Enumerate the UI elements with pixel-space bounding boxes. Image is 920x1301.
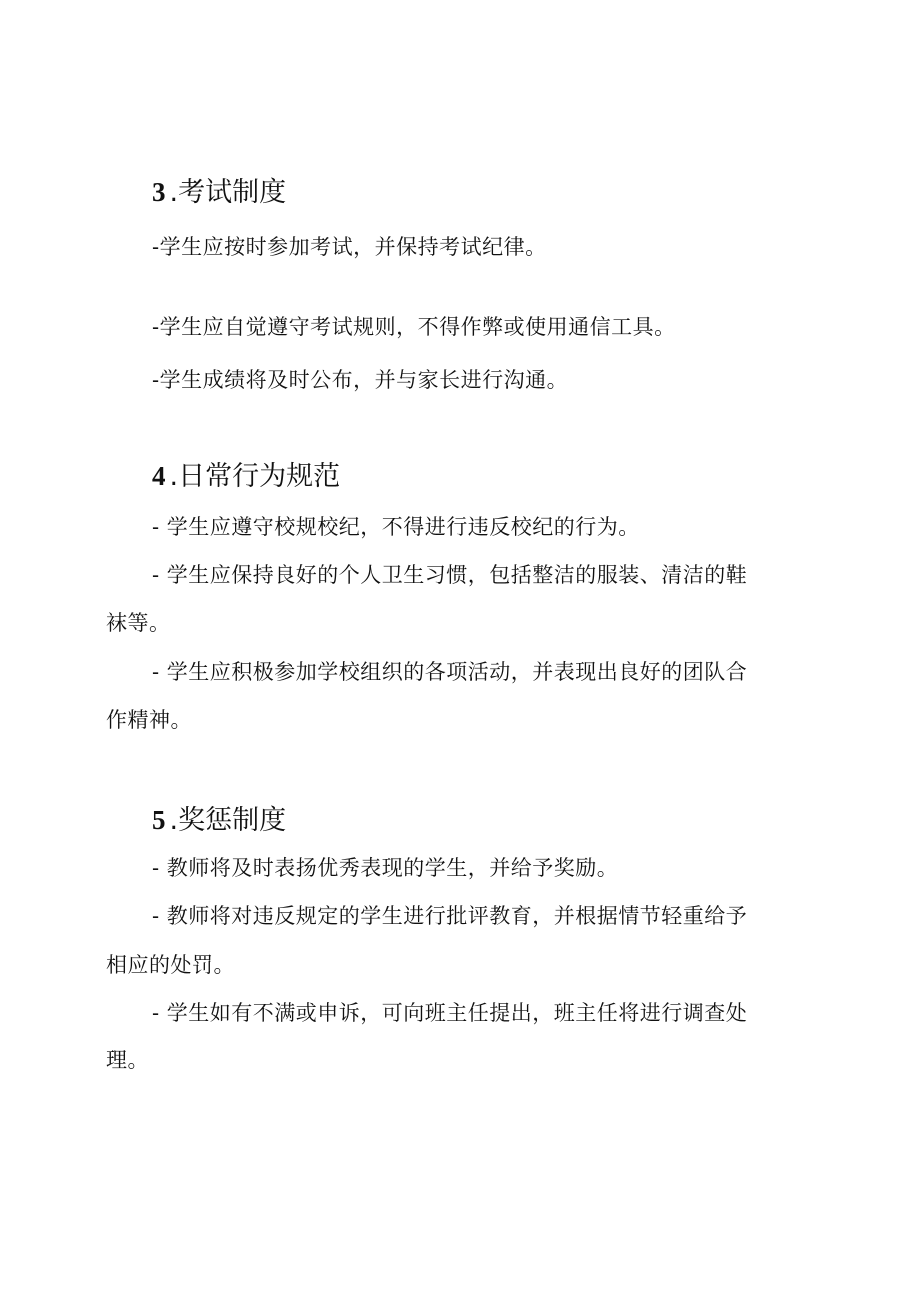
section-number: 4	[152, 461, 166, 491]
section-number: 3	[152, 177, 166, 207]
paragraph-line: - 教师将对违反规定的学生进行批评教育，并根据情节轻重给予	[152, 904, 748, 928]
section-3-heading	[152, 174, 286, 211]
section-title: .奖惩制度	[169, 805, 287, 836]
paragraph-line: - 教师将及时表扬优秀表现的学生，并给予奖励。	[152, 856, 619, 880]
paragraph-line: 袜等。	[106, 611, 171, 635]
paragraph-line: - 学生应积极参加学校组织的各项活动，并表现出良好的团队合	[152, 660, 748, 684]
paragraph-line: 作精神。	[106, 708, 192, 732]
section-title: .日常行为规范	[169, 461, 341, 492]
section-number: 5	[152, 805, 166, 835]
paragraph-line: - 学生应保持良好的个人卫生习惯，包括整洁的服装、清洁的鞋	[152, 563, 748, 587]
paragraph-line: 相应的处罚。	[106, 953, 235, 977]
section-5-heading	[152, 802, 286, 839]
paragraph-line: - 学生应遵守校规校纪，不得进行违反校纪的行为。	[152, 515, 640, 539]
paragraph-line: -学生成绩将及时公布，并与家长进行沟通。	[152, 368, 569, 392]
paragraph-line: 理。	[106, 1048, 149, 1072]
section-title: .考试制度	[169, 177, 287, 208]
paragraph-line: - 学生如有不满或申诉，可向班主任提出，班主任将进行调查处	[152, 1001, 748, 1025]
paragraph-line: -学生应自觉遵守考试规则，不得作弊或使用通信工具。	[152, 315, 676, 339]
section-4-heading	[152, 458, 340, 495]
paragraph-line: -学生应按时参加考试，并保持考试纪律。	[152, 235, 547, 259]
